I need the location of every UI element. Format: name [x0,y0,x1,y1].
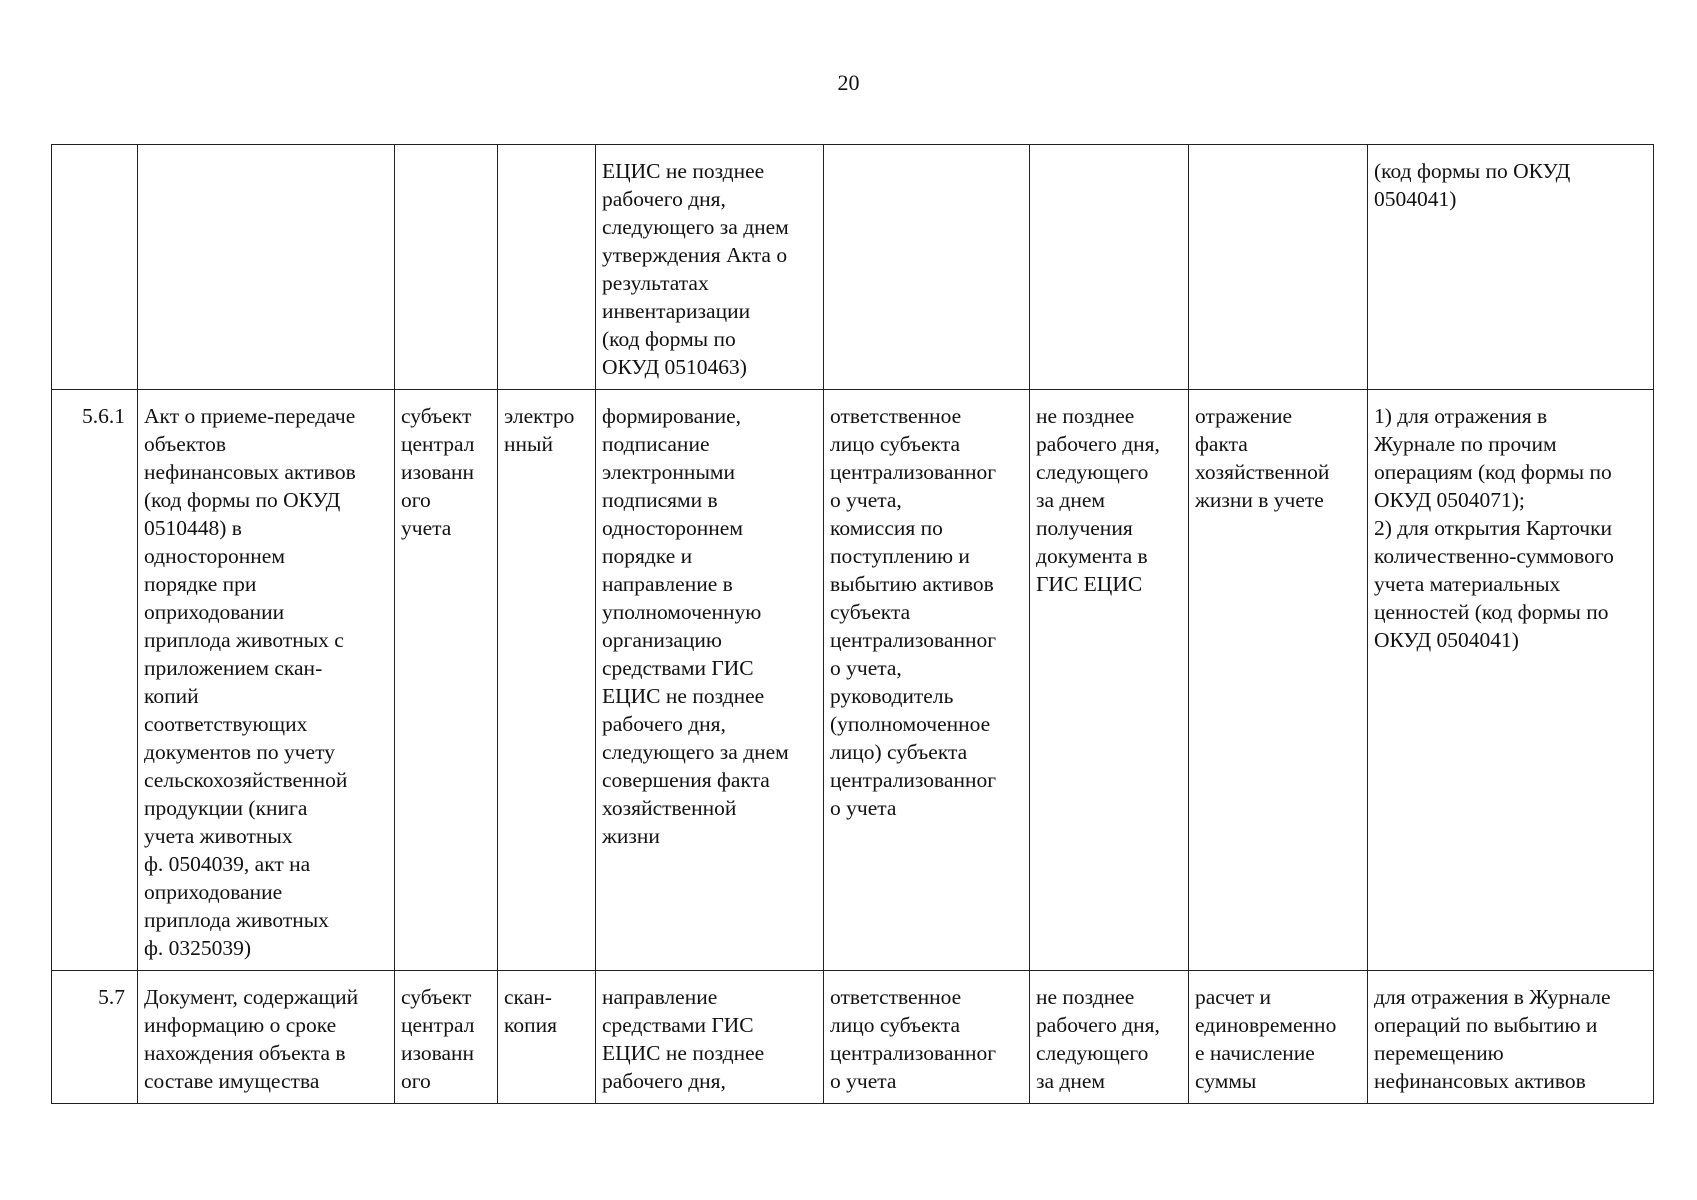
document-form-cell [498,145,596,390]
responsible-subject-cell: субъект централ изованн ого [395,971,498,1104]
responsible-subject-cell [395,145,498,390]
deadline-cell: не позднее рабочего дня, следующего за днем получения документа в ГИС ЕЦИС [1030,390,1189,971]
document-name-cell: Акт о приеме-передаче объектов нефинансовых активов (код формы по ОКУД 0510448) в одностороннем порядке при oприходовании приплода животных с приложением скан- копий соответствующих документов по учету сельскохозяйственной продукции (книга учета животных ф. 0504039, акт на oприходование приплода животных ф. 0325039) [138,390,395,971]
table-row [52,145,1654,390]
responsible-person-cell: ответственное лицо субъекта централизованног о учета, комиссия по поступлению и выбытию активов субъекта централизованног о учета, руководитель (уполномоченное лицо) субъекта централизованног о учета [824,390,1030,971]
responsible-person-cell: ответственное лицо субъекта централизованног о учета [824,971,1030,1104]
document-name-cell [138,145,395,390]
deadline-cell [1030,145,1189,390]
document-table [51,144,1654,1104]
document-name-cell: Документ, содержащий информацию о сроке нахождения объекта в составе имущества [138,971,395,1104]
procedure-cell: направление средствами ГИС ЕЦИС не позднее рабочего дня, [596,971,824,1104]
purpose-cell [1189,145,1368,390]
procedure-cell: ЕЦИС не позднее рабочего дня, следующего за днем утверждения Акта о результатах инвентаризации (код формы по ОКУД 0510463) [596,145,824,390]
deadline-cell: не позднее рабочего дня, следующего за днем [1030,971,1189,1104]
document-form-cell: электро нный [498,390,596,971]
document-form-cell: скан- копия [498,971,596,1104]
procedure-cell: формирование, подписание электронными подписями в одностороннем порядке и направление в уполномоченную организацию средствами ГИС ЕЦИС не позднее рабочего дня, следующего за днем совершения факта хозяйственной жизни [596,390,824,971]
registers-cell: 1) для отражения в Журнале по прочим операциям (код формы по ОКУД 0504071); 2) для открытия Карточки количественно-суммового учета материальных ценностей (код формы по ОКУД 0504041) [1368,390,1654,971]
row-number-cell: 5.7 [52,971,138,1104]
registers-cell: для отражения в Журнале операций по выбытию и перемещению нефинансовых активов [1368,971,1654,1104]
registers-cell: (код формы по ОКУД 0504041) [1368,145,1654,390]
responsible-subject-cell: субъект централ изованн ого учета [395,390,498,971]
row-number-cell: 5.6.1 [52,390,138,971]
purpose-cell: расчет и единовременно е начисление суммы [1189,971,1368,1104]
purpose-cell: отражение факта хозяйственной жизни в учете [1189,390,1368,971]
page-number: 20 [837,70,860,95]
table-row [52,390,1654,971]
row-number-cell [52,145,138,390]
responsible-person-cell [824,145,1030,390]
table-row [52,971,1654,1104]
